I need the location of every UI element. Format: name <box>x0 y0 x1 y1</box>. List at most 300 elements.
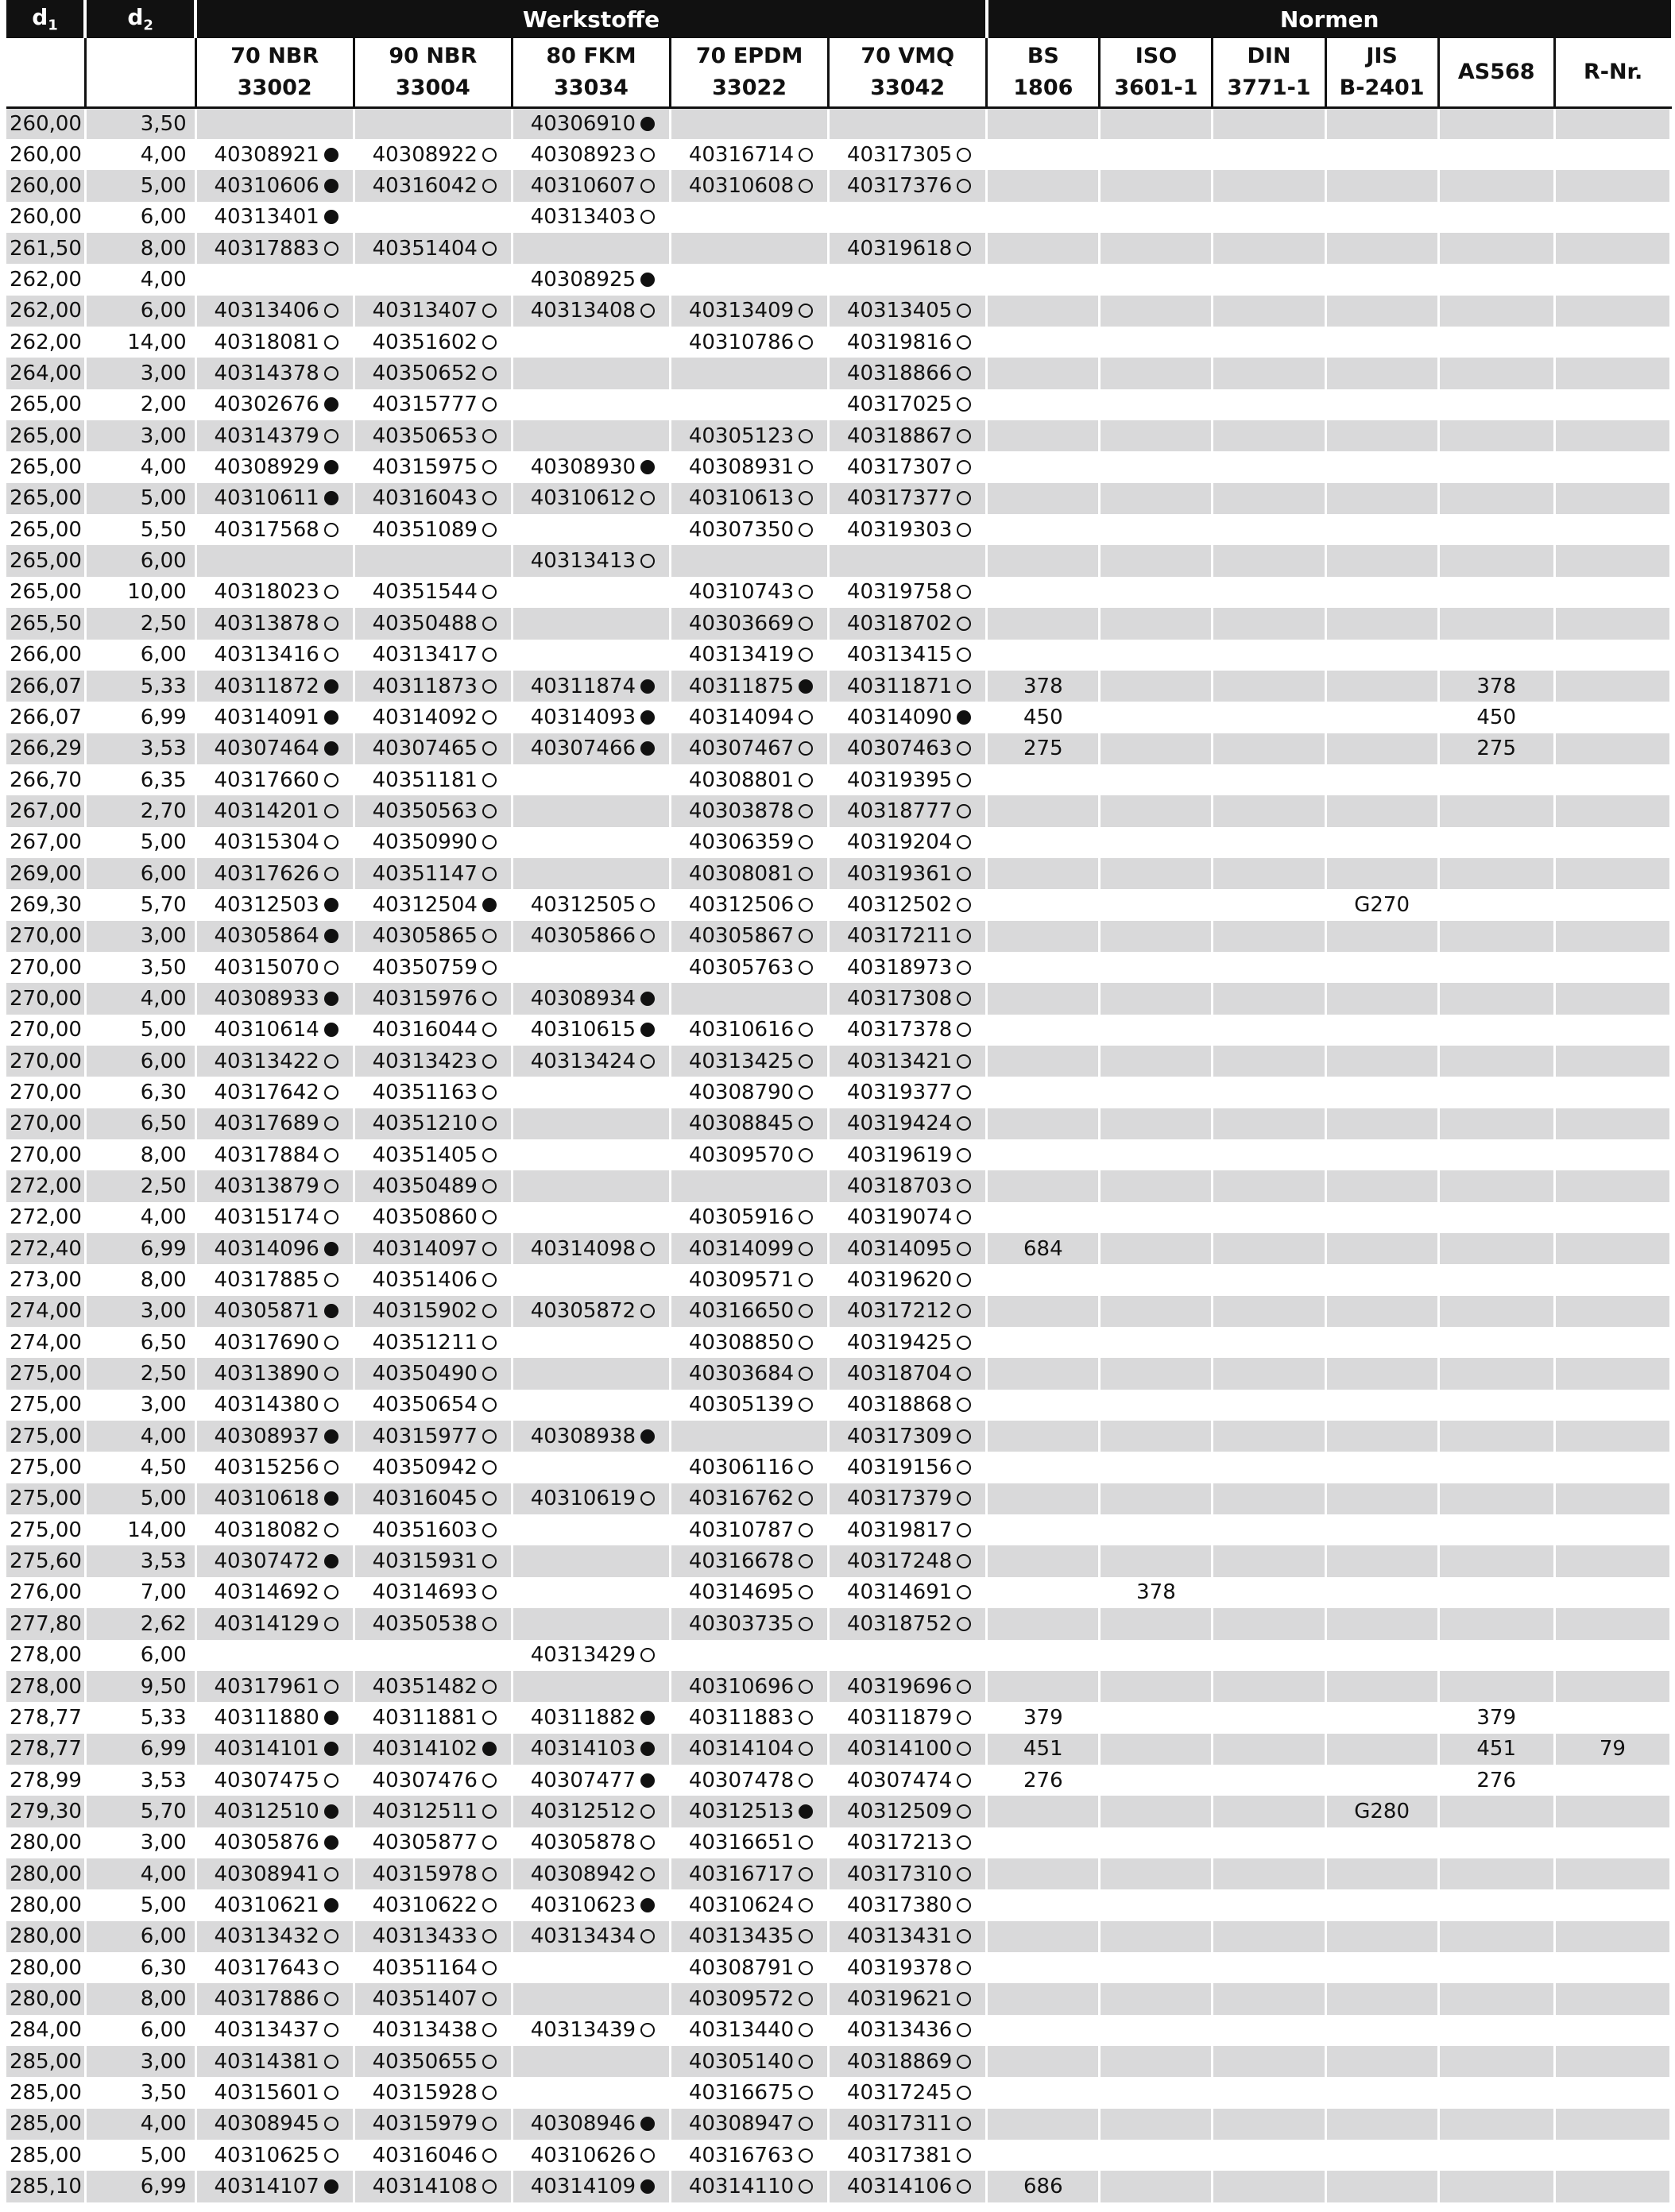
article-number: 40308845 <box>688 1112 795 1136</box>
cell-material-code <box>512 2140 670 2171</box>
open-circle-icon <box>482 242 497 256</box>
cell-norm <box>1554 1827 1670 1858</box>
cell-d2: 3,00 <box>85 1296 195 1327</box>
cell-d1: 275,00 <box>6 1421 85 1452</box>
cell-norm <box>1438 1952 1554 1983</box>
cell-norm <box>1100 1077 1213 1108</box>
open-circle-icon <box>957 1742 971 1756</box>
cell-material-code <box>671 795 829 826</box>
article-number: 40306910 <box>530 112 636 136</box>
open-circle-icon <box>957 1523 971 1537</box>
cell-norm <box>1554 1514 1670 1545</box>
cell-material-code <box>829 1889 987 1920</box>
cell-norm <box>1438 858 1554 889</box>
cell-material-code <box>195 202 354 233</box>
filled-circle-icon <box>799 679 813 694</box>
open-circle-icon <box>957 773 971 787</box>
cell-norm <box>1554 1889 1670 1920</box>
cell-material-code <box>512 983 670 1014</box>
cell-norm: 379 <box>987 1702 1100 1733</box>
cell-norm <box>1100 640 1213 671</box>
column-header <box>829 38 987 108</box>
cell-norm <box>1213 1264 1325 1295</box>
cell-norm <box>987 170 1100 201</box>
open-circle-icon <box>324 617 338 631</box>
open-circle-icon <box>799 1398 813 1412</box>
cell-material-code <box>512 451 670 482</box>
open-circle-icon <box>482 617 497 631</box>
cell-material-code <box>512 1514 670 1545</box>
open-circle-icon <box>799 1273 813 1287</box>
cell-material-code <box>671 1202 829 1233</box>
article-number: 40350563 <box>372 799 478 823</box>
cell-material-code <box>354 889 512 920</box>
cell-d1: 285,00 <box>6 2109 85 2140</box>
cell-d2: 4,00 <box>85 139 195 170</box>
cell-material-code <box>829 1015 987 1046</box>
cell-norm <box>1213 1233 1325 1264</box>
article-number: 40350860 <box>372 1205 478 1230</box>
cell-norm: 451 <box>1438 1734 1554 1765</box>
article-number: 40302676 <box>214 393 319 417</box>
cell-norm <box>987 1889 1100 1920</box>
open-circle-icon <box>482 1085 497 1100</box>
cell-norm <box>1213 2109 1325 2140</box>
open-circle-icon <box>482 1929 497 1943</box>
cell-material-code <box>829 483 987 514</box>
cell-material-code <box>671 264 829 295</box>
open-circle-icon <box>482 1585 497 1599</box>
article-number: 40310615 <box>530 1018 636 1042</box>
article-number: 40312510 <box>214 1799 319 1823</box>
article-number: 40310743 <box>688 580 795 605</box>
cell-norm <box>1213 1452 1325 1483</box>
cell-norm <box>1213 1734 1325 1765</box>
article-number: 40316675 <box>688 2080 795 2105</box>
cell-material-code <box>671 671 829 702</box>
cell-material-code <box>829 1608 987 1639</box>
cell-norm <box>1325 264 1438 295</box>
open-circle-icon <box>957 335 971 350</box>
cell-norm <box>1213 1702 1325 1733</box>
cell-material-code <box>829 451 987 482</box>
cell-material-code <box>512 1170 670 1201</box>
cell-d2: 4,00 <box>85 451 195 482</box>
article-number: 40308921 <box>214 142 319 167</box>
cell-d2: 2,62 <box>85 1608 195 1639</box>
open-circle-icon <box>482 304 497 318</box>
cell-norm <box>1100 389 1213 420</box>
cell-material-code <box>512 1889 670 1920</box>
cell-norm <box>1438 1233 1554 1264</box>
article-number: 40308930 <box>530 455 636 480</box>
open-circle-icon <box>482 835 497 849</box>
open-circle-icon <box>482 1523 497 1537</box>
article-number: 40319816 <box>846 330 953 354</box>
open-circle-icon <box>482 429 497 443</box>
table-row <box>6 1202 1671 1233</box>
cell-d1: 279,30 <box>6 1796 85 1827</box>
cell-norm <box>987 2140 1100 2171</box>
cell-material-code <box>671 514 829 545</box>
cell-d1: 262,00 <box>6 296 85 327</box>
cell-norm <box>1213 921 1325 952</box>
open-circle-icon <box>799 2086 813 2100</box>
table-row <box>6 983 1671 1014</box>
cell-material-code <box>354 1702 512 1733</box>
filled-circle-icon <box>324 1491 338 1506</box>
table-row <box>6 1046 1671 1077</box>
cell-norm <box>1213 1170 1325 1201</box>
cell-d1: 275,00 <box>6 1514 85 1545</box>
cell-norm <box>1325 1702 1438 1733</box>
cell-norm <box>987 264 1100 295</box>
cell-material-code <box>354 2015 512 2046</box>
filled-circle-icon <box>324 929 338 943</box>
cell-d1: 280,00 <box>6 1983 85 2014</box>
cell-material-code <box>354 170 512 201</box>
article-number: 40311879 <box>846 1705 953 1730</box>
filled-circle-icon <box>324 1304 338 1318</box>
open-circle-icon <box>957 1085 971 1100</box>
article-number: 40318752 <box>846 1611 953 1636</box>
cell-material-code <box>671 202 829 233</box>
table-row <box>6 1077 1671 1108</box>
cell-norm <box>1213 233 1325 264</box>
cell-material-code <box>671 640 829 671</box>
cell-norm <box>1554 358 1670 389</box>
cell-norm <box>1100 2077 1213 2108</box>
cell-d1: 266,07 <box>6 702 85 733</box>
cell-norm <box>1213 952 1325 983</box>
column-header-line1: BS <box>1027 44 1059 68</box>
cell-norm <box>987 1170 1100 1201</box>
cell-material-code <box>829 1765 987 1796</box>
cell-material-code <box>195 2109 354 2140</box>
cell-material-code <box>195 764 354 795</box>
cell-d2: 5,00 <box>85 827 195 858</box>
article-number: 40314100 <box>846 1737 953 1761</box>
cell-norm <box>1100 889 1213 920</box>
filled-circle-icon <box>957 710 971 725</box>
article-number: 40313409 <box>688 299 795 323</box>
open-circle-icon <box>957 679 971 694</box>
cell-norm <box>1100 1264 1213 1295</box>
cell-norm <box>1213 1514 1325 1545</box>
cell-d2: 6,50 <box>85 1327 195 1358</box>
article-number: 40313437 <box>214 2018 319 2043</box>
cell-norm <box>1438 170 1554 201</box>
article-number: 40314102 <box>372 1737 478 1761</box>
column-header-line1: R-Nr. <box>1583 60 1643 84</box>
article-number: 40315304 <box>214 830 319 855</box>
table-row <box>6 2140 1671 2171</box>
column-header-d2: $d_2$ <box>85 0 195 38</box>
cell-norm <box>1325 1390 1438 1421</box>
article-number: 40308791 <box>688 1955 795 1980</box>
article-number: 40351603 <box>372 1518 478 1542</box>
article-number: 40313424 <box>530 1049 636 1073</box>
open-circle-icon <box>482 1711 497 1725</box>
cell-d2: 3,53 <box>85 1765 195 1796</box>
article-number: 40308929 <box>214 455 319 480</box>
article-number: 40310622 <box>372 1893 478 1917</box>
table-row <box>6 139 1671 170</box>
cell-material-code <box>512 671 670 702</box>
open-circle-icon <box>324 585 338 599</box>
article-number: 40314095 <box>846 1236 953 1261</box>
cell-norm <box>1213 1202 1325 1233</box>
table-row <box>6 1421 1671 1452</box>
cell-norm <box>1213 1139 1325 1170</box>
cell-norm <box>1554 327 1670 358</box>
cell-material-code <box>512 1452 670 1483</box>
cell-d2: 3,00 <box>85 921 195 952</box>
cell-norm <box>1325 1545 1438 1576</box>
cell-d2: 5,33 <box>85 671 195 702</box>
article-number: 40310618 <box>214 1487 319 1511</box>
open-circle-icon <box>482 1867 497 1881</box>
cell-norm <box>1554 1702 1670 1733</box>
cell-material-code <box>671 1452 829 1483</box>
cell-d1: 266,00 <box>6 640 85 671</box>
cell-norm <box>1325 1640 1438 1671</box>
cell-d1: 275,60 <box>6 1545 85 1576</box>
open-circle-icon <box>640 491 655 505</box>
table-row <box>6 233 1671 264</box>
cell-d2: 6,00 <box>85 1640 195 1671</box>
article-number: 40319620 <box>846 1268 953 1293</box>
article-number: 40313431 <box>846 1924 953 1949</box>
cell-norm: 276 <box>987 1765 1100 1796</box>
cell-material-code <box>512 1358 670 1389</box>
article-number: 40310626 <box>530 2143 636 2168</box>
cell-material-code <box>354 139 512 170</box>
cell-norm <box>1325 1233 1438 1264</box>
open-circle-icon <box>957 804 971 818</box>
article-number: 40308945 <box>214 2112 319 2137</box>
cell-norm <box>1213 483 1325 514</box>
cell-norm <box>1554 202 1670 233</box>
open-circle-icon <box>957 1491 971 1506</box>
cell-norm <box>1213 795 1325 826</box>
open-circle-icon <box>799 335 813 350</box>
cell-material-code <box>354 1827 512 1858</box>
cell-material-code <box>829 514 987 545</box>
table-row <box>6 264 1671 295</box>
cell-norm <box>1100 1858 1213 1889</box>
article-number: 40315975 <box>372 455 478 480</box>
cell-norm <box>1100 2015 1213 2046</box>
cell-material-code <box>354 1640 512 1671</box>
open-circle-icon <box>482 1398 497 1412</box>
cell-material-code <box>195 1015 354 1046</box>
cell-norm <box>1438 389 1554 420</box>
article-number: 40309570 <box>688 1143 795 1167</box>
cell-d1: 278,99 <box>6 1765 85 1796</box>
open-circle-icon <box>799 429 813 443</box>
cell-material-code <box>512 1139 670 1170</box>
cell-norm <box>987 1640 1100 1671</box>
column-header <box>1100 38 1213 108</box>
cell-norm <box>1554 608 1670 639</box>
cell-norm <box>1325 640 1438 671</box>
cell-material-code <box>671 327 829 358</box>
cell-material-code <box>354 1015 512 1046</box>
cell-norm <box>1100 1671 1213 1702</box>
header-row-columns <box>6 38 1671 108</box>
open-circle-icon <box>482 679 497 694</box>
cell-norm <box>987 1327 1100 1358</box>
cell-material-code <box>829 1452 987 1483</box>
article-number: 40350653 <box>372 423 478 448</box>
cell-norm <box>1325 2140 1438 2171</box>
cell-norm <box>1554 733 1670 764</box>
cell-material-code <box>512 1483 670 1514</box>
cell-norm <box>1554 2015 1670 2046</box>
cell-norm <box>1554 514 1670 545</box>
cell-norm <box>1325 795 1438 826</box>
article-number: 40312513 <box>688 1799 795 1823</box>
cell-material-code <box>354 1983 512 2014</box>
article-number: 40314091 <box>214 705 319 729</box>
cell-norm <box>987 889 1100 920</box>
cell-norm <box>1438 2140 1554 2171</box>
cell-material-code <box>195 1640 354 1671</box>
cell-material-code <box>671 577 829 608</box>
cell-material-code <box>512 1077 670 1108</box>
cell-material-code <box>354 1483 512 1514</box>
open-circle-icon <box>799 1898 813 1912</box>
cell-norm <box>1325 1421 1438 1452</box>
open-circle-icon <box>640 179 655 193</box>
article-number: 40308941 <box>214 1862 319 1886</box>
cell-norm <box>1438 420 1554 451</box>
cell-d1: 276,00 <box>6 1577 85 1608</box>
cell-d1: 265,00 <box>6 545 85 576</box>
cell-norm <box>987 764 1100 795</box>
filled-circle-icon <box>324 741 338 756</box>
cell-norm <box>1100 1952 1213 1983</box>
open-circle-icon <box>482 491 497 505</box>
article-number: 40307472 <box>214 1549 319 1574</box>
open-circle-icon <box>799 1054 813 1069</box>
article-number: 40318869 <box>846 2049 953 2074</box>
cell-norm <box>987 233 1100 264</box>
cell-material-code <box>512 1765 670 1796</box>
open-circle-icon <box>799 741 813 756</box>
article-number: 40317211 <box>846 924 953 949</box>
open-circle-icon <box>957 1210 971 1224</box>
cell-norm: 684 <box>987 1233 1100 1264</box>
cell-norm <box>1554 1015 1670 1046</box>
open-circle-icon <box>482 179 497 193</box>
open-circle-icon <box>482 648 497 662</box>
open-circle-icon <box>482 2148 497 2163</box>
cell-d2: 6,99 <box>85 1233 195 1264</box>
open-circle-icon <box>799 523 813 537</box>
open-circle-icon <box>482 1023 497 1037</box>
cell-d1: 265,00 <box>6 577 85 608</box>
column-header <box>1325 38 1438 108</box>
cell-norm <box>1325 921 1438 952</box>
column-header-d1: $d_1$ <box>6 0 85 38</box>
cell-material-code <box>354 1170 512 1201</box>
open-circle-icon <box>799 585 813 599</box>
cell-material-code <box>512 1796 670 1827</box>
article-number: 40319378 <box>846 1955 953 1980</box>
cell-norm <box>1554 2046 1670 2077</box>
open-circle-icon <box>324 1336 338 1350</box>
open-circle-icon <box>957 1273 971 1287</box>
cell-material-code <box>512 608 670 639</box>
article-number: 40312502 <box>846 892 953 917</box>
cell-norm <box>1438 545 1554 576</box>
cell-material-code <box>829 1514 987 1545</box>
cell-norm <box>1554 702 1670 733</box>
cell-material-code <box>195 702 354 733</box>
cell-norm <box>1100 983 1213 1014</box>
article-number: 40314691 <box>846 1580 953 1605</box>
column-header <box>1213 38 1325 108</box>
cell-material-code <box>829 1983 987 2014</box>
cell-material-code <box>195 1796 354 1827</box>
cell-norm <box>1438 1671 1554 1702</box>
cell-norm <box>1100 1702 1213 1733</box>
cell-material-code <box>512 1202 670 1233</box>
cell-norm <box>1438 1577 1554 1608</box>
cell-d1: 260,00 <box>6 108 85 140</box>
article-number: 40312506 <box>688 892 795 917</box>
cell-material-code <box>829 1734 987 1765</box>
article-number: 40318023 <box>214 580 319 605</box>
cell-d1: 278,77 <box>6 1702 85 1733</box>
cell-material-code <box>354 296 512 327</box>
cell-norm <box>1554 2171 1670 2202</box>
cell-material-code <box>354 1139 512 1170</box>
cell-norm <box>1554 2109 1670 2140</box>
cell-norm <box>1100 2109 1213 2140</box>
cell-norm <box>1100 1452 1213 1483</box>
cell-d1: 260,00 <box>6 202 85 233</box>
cell-material-code <box>671 858 829 889</box>
open-circle-icon <box>957 2055 971 2069</box>
cell-norm <box>1438 1108 1554 1139</box>
article-number: 40314103 <box>530 1737 636 1761</box>
open-circle-icon <box>957 741 971 756</box>
cell-norm <box>1438 296 1554 327</box>
article-number: 40313878 <box>214 611 319 636</box>
open-circle-icon <box>640 1804 655 1819</box>
cell-norm <box>1100 1139 1213 1170</box>
table-row <box>6 671 1671 702</box>
cell-norm <box>1554 1233 1670 1264</box>
cell-norm <box>1554 858 1670 889</box>
article-number: 40317886 <box>214 1986 319 2011</box>
cell-material-code <box>671 1952 829 1983</box>
cell-d2: 5,00 <box>85 1889 195 1920</box>
open-circle-icon <box>482 1992 497 2006</box>
article-number: 40312511 <box>372 1799 478 1823</box>
cell-material-code <box>671 451 829 482</box>
cell-norm <box>1213 1358 1325 1389</box>
cell-norm <box>1100 358 1213 389</box>
article-number: 40314380 <box>214 1393 319 1417</box>
cell-material-code <box>512 1046 670 1077</box>
table-row <box>6 1545 1671 1576</box>
article-number: 40313890 <box>214 1362 319 1386</box>
open-circle-icon <box>482 1210 497 1224</box>
